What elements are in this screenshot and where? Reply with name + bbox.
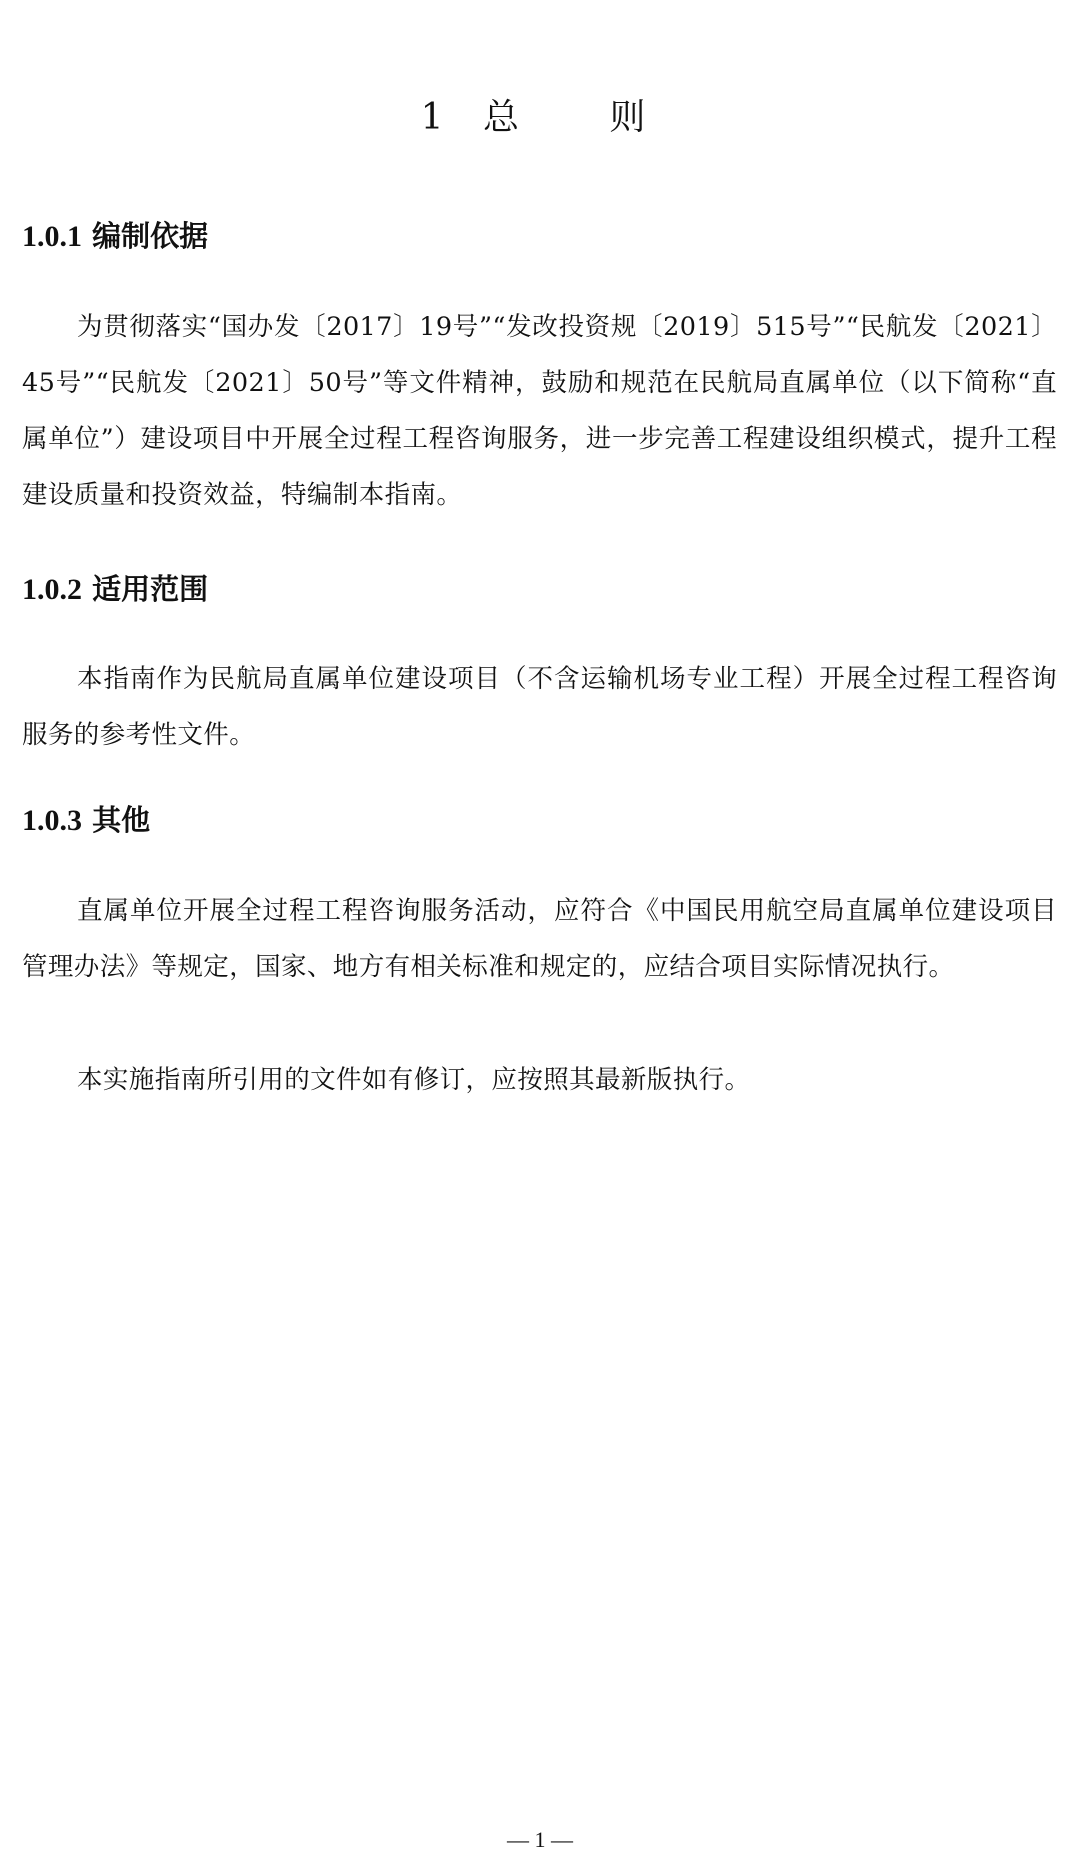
section-1-0-2-paragraph: 本指南作为民航局直属单位建设项目（不含运输机场专业工程）开展全过程工程咨询服务的参考性文件。: [22, 664, 1057, 750]
section-title: 其他: [92, 803, 151, 837]
section-heading-1-0-3: [22, 803, 151, 837]
section-title: 编制依据: [92, 219, 209, 253]
section-1-0-3-paragraph-2: 本实施指南所引用的文件如有修订，应按照其最新版执行。: [77, 1065, 751, 1095]
section-heading-1-0-1: [22, 219, 209, 253]
section-1-0-3-paragraph-1: 直属单位开展全过程工程咨询服务活动，应符合《中国民用航空局直属单位建设项目管理办法》等规定，国家、地方有相关标准和规定的，应结合项目实际情况执行。: [22, 896, 1057, 982]
page-number: — 1 —: [507, 1827, 573, 1852]
section-number: 1.0.1: [22, 220, 82, 253]
chapter-title: 1 总 则: [420, 97, 660, 138]
section-title: 适用范围: [92, 572, 209, 606]
section-heading-1-0-2: [22, 572, 209, 606]
section-number: 1.0.3: [22, 804, 82, 837]
section-number: 1.0.2: [22, 573, 82, 606]
section-1-0-1-paragraph: 为贯彻落实“国办发〔2017〕19号”“发改投资规〔2019〕515号”“民航发〔2021〕45号”“民航发〔2021〕50号”等文件精神，鼓励和规范在民航局直属单位（以下简称“直属单位”）建设项目中开展全过程工程咨询服务，进一步完善工程建设组织模式，提升工程建设质量和投资效益，特编制本指南。: [22, 312, 1057, 510]
